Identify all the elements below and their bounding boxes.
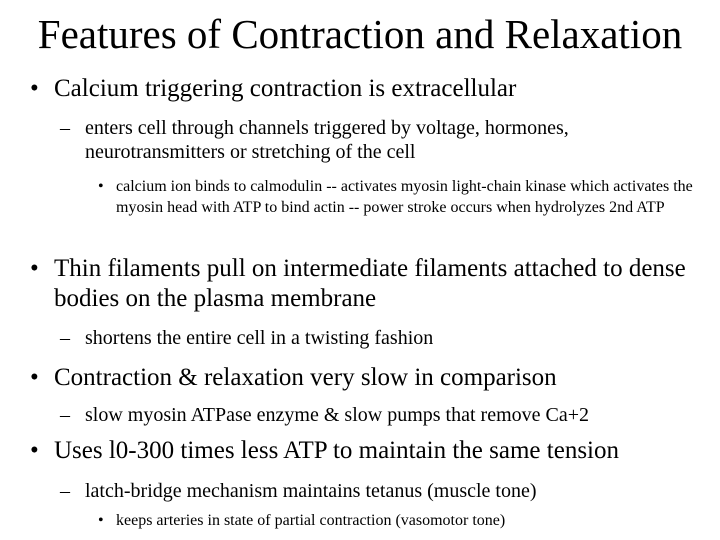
dash-marker: –	[60, 404, 70, 426]
bullet-marker: •	[30, 75, 39, 102]
sub-bullet-myosin-atpase	[60, 403, 710, 427]
dash-marker: –	[60, 117, 70, 139]
bullet-marker: •	[30, 364, 39, 391]
slide-title: Features of Contraction and Relaxation	[37, 11, 683, 57]
sub-bullet-text: enters cell through channels triggered by voltage, hormones, neurotransmitters or stretching of the cell	[85, 117, 569, 163]
bullet-marker: •	[30, 437, 39, 464]
bullet-text: Calcium triggering contraction is extracellular	[54, 75, 517, 102]
bullet-contraction-slow	[30, 363, 710, 393]
dash-marker: –	[60, 327, 70, 349]
sub-bullet-latch-bridge	[60, 479, 710, 503]
sub-sub-bullet-text: keeps arteries in state of partial contraction (vasomotor tone)	[116, 512, 506, 529]
sub-sub-bullet-text: calcium ion binds to calmodulin -- activates myosin light-chain kinase which activates the myosin head with ATP to bind actin -- power stroke occurs when hydrolyzes 2nd ATP	[116, 178, 693, 216]
sub-bullet-enters-cell	[60, 116, 710, 164]
sub-bullet-text: latch-bridge mechanism maintains tetanus (muscle tone)	[85, 480, 537, 502]
sub-sub-bullet-arteries	[98, 510, 710, 531]
sub-bullet-text: shortens the entire cell in a twisting fashion	[85, 327, 434, 349]
bullet-atp-usage	[30, 436, 710, 466]
bullet-marker: •	[98, 178, 104, 195]
bullet-text: Thin filaments pull on intermediate filaments attached to dense bodies on the plasma membrane	[54, 255, 686, 312]
bullet-thin-filaments	[30, 254, 710, 314]
dash-marker: –	[60, 480, 70, 502]
bullet-calcium-trigger	[30, 74, 710, 104]
sub-sub-bullet-calmodulin	[98, 176, 710, 218]
bullet-marker: •	[98, 512, 104, 529]
sub-bullet-text: slow myosin ATPase enzyme & slow pumps that remove Ca+2	[85, 404, 590, 426]
bullet-text: Contraction & relaxation very slow in comparison	[54, 364, 557, 391]
sub-bullet-shortens	[60, 326, 710, 350]
bullet-marker: •	[30, 255, 39, 282]
bullet-text: Uses l0-300 times less ATP to maintain the same tension	[54, 437, 619, 464]
